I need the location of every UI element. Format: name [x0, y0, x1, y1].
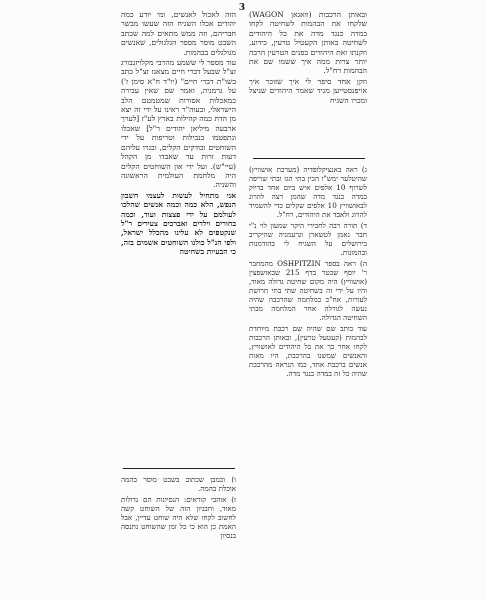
bottom-footnotes-block [121, 475, 236, 590]
footnote-v: ו) וכמבן שכתוב בשבט מוסר בהמה אוכלת בהמה. [121, 475, 236, 493]
footnote-h: ה) ראה בספר OSHPITZIN מהמחבר ר' יוסף שכטר בדף 215 שבאושפצין (אושוויץ) היה מקום שחיטה גדולה מאוד, והיו על ידי זה בשחיטה שתי בתי חרושת לעורות, אח"כ במלחמה שהרכבה שהיה נעשה לגורלה אחר המלחמה מבתי השחיטה הגדולה. [249, 259, 367, 322]
right-column-separator [253, 158, 365, 159]
left-paragraph-1: הזה לאכול לאנשים, ומי יודע כמה יהודים אכלו השגיח הזה שעשו מבשר חבריהם, וזה ממש מתאים למה שכתב השבט מוסר מספר הגלגולים, שאנשים מגולגלים בבהמות. [121, 10, 236, 57]
left-paragraph-2: עוד מספר לי ששמע מהרבי מקלויזנבורג זצ"ל שבעל דברי חיים מצאנז זצ"ל כתב בשו"ת דברי חיים" (יו"ד ח"א סימן ז') על גרמניה, ואמר שם שאין עבירה כמאכלות אסורות שמטמטם הלב הישראלי, ובעוה"ר ראינו על ידי זה יצא מן הדת כמה קהילות בארץ לע"ז [לערך ארבעה מיליאן יהודים ר"ל] שאכלו ונתפטמו בנבילות וטריפות על ידי השוחטים ובודקים הקלים, ובגרו עליהם דעות זרות עד שאבדו מן הקהל (עיי"ש). ועל ידי און השוחטים הקלים היה מלחמת העולמית הראשונה והשניה. [121, 58, 236, 190]
left-paragraph-3: אני מתחיל לעשות לעצמי חשבון הנפש, הלא כמה וכמה אנשים שהלכו לעולמם על ידי פצצות ועוד, וכמה בחורים וילדים ואברכים צעירים ר"ל שנקטפים לא עלינו מהכלל ישראל, ולפי הנ"ל כולנו השוחטים אשמים בזה, כי הבעיות בשחיטה [121, 190, 236, 257]
left-column-separator [123, 468, 235, 469]
footnotes-block [249, 165, 367, 465]
right-paragraph-1: ובאותן הרכבות (וואגאן WAGON) שלקחו את הבהמות לשחיטה לקחו במדה כנגד מדה את כל היהודים לשחיטה באותן הקעטיל טרעין, כידוע, וזקנתו ואת היהודים בפנים הטרעין הרבה יותר צרות ממה איך ששמו שם את הבהמות רח"ל. [249, 10, 367, 76]
right-paragraph-2: וזקן אחד סיפר לי איך שזוכר איך אויפנסטייען מגיד שאמר היהודים שניצל ומכרו השגיח [249, 76, 367, 105]
left-text-column [121, 10, 236, 465]
footnote-g: ג) ראה באנציקלופדיה (מערכת אושוויץ) שהיטלער ימש"ו הכין בתי הגז ובתי שריפה לשרוף 10 אלפים איש ביום אחד בדיוק במדה כנגד מדה שהמן רצה להרוג לבאושוויץ 10 אלפים שקלים כדי להשמיד להרוג ולאבד את היהודים, רח"ל. [249, 165, 367, 219]
footnote-z: ז) אוהבי קוראים: הנסיונות הם גדולות מאוד, וחבניון הזה של השוחט קשה לחשוב לקחו שלא היה שוחט עדיין, אבל האמת כן הוא כי כל זמן שהשוחט נתנסה בנסיון [121, 495, 236, 540]
footnote-h-continued: עוד כותב שם שהיה שם רכבת מיוחדת לבהמות (קעטעל טרעין), ובאותן הרכבות לקחו אחר כך את כל היהודים לאושוויץ, והאנשים שמשנו בהרכבת, היו מאות אנשים ברכבת אחד, כמו הנראה מהרכבת שהיה כל זה במדה כנגד מדה. [249, 324, 367, 378]
top-page-mark: 3 [238, 3, 246, 13]
footnote-d: ד) תורה רבה לחבירי היקר שמעון לוי נ"י חבר נאמן לטשארן וגרעמניה שהיקריב בירושלים על השגיח לי בהזדמנות ובהמונות. [249, 221, 367, 257]
